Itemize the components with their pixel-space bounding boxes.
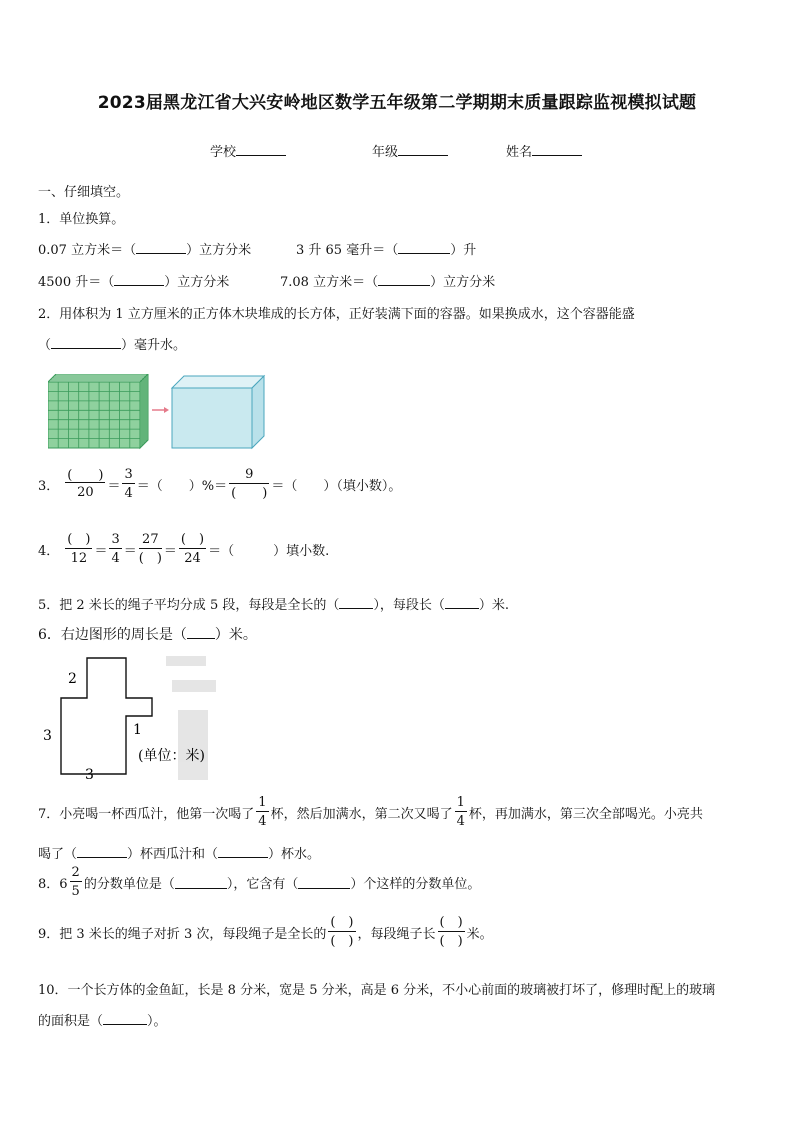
q4-fraction-3: $\frac{27}{( )}$ (138, 532, 162, 566)
q7-fraction-1 (256, 796, 268, 828)
q9-fraction-2[interactable]: $\frac{( )}{( )}$ (439, 915, 463, 949)
q1-b-left: 3 升 65 毫升＝（ (296, 243, 399, 258)
q3-fraction-1: $\frac{( )}{20}$ (67, 468, 104, 500)
q5-left: 5．把 2 米长的绳子平均分成 5 段，每段是全长的（ (38, 598, 340, 613)
section-heading: 一、仔细填空。 (38, 185, 130, 200)
q7-fraction-2 (455, 796, 467, 828)
q1-a-right: ）立方分米 (186, 243, 252, 258)
name-field (506, 141, 582, 160)
q1-d-right: ）立方分米 (430, 275, 496, 290)
q5-blank-2[interactable] (445, 596, 479, 609)
q8-blank-2[interactable] (298, 876, 350, 889)
q3-fraction-2 (122, 468, 134, 500)
q2-left: （ (38, 338, 52, 353)
q4-eq1: ＝ (94, 543, 108, 559)
q6-right: ）米。 (214, 627, 257, 643)
q2-line1: 2．用体积为 1 立方厘米的正方体木块堆成的长方体，正好装满下面的容器。如果换成水，这个容器能盛 (38, 307, 635, 322)
q7-p3: 杯，再加满水，第三次全部喝光。小亮共 (468, 806, 703, 822)
q9-p3: 米。 (466, 926, 493, 942)
q7-line1 (38, 796, 703, 828)
q2-figure (48, 374, 268, 450)
q4-fraction-1: $\frac{( )}{12}$ (67, 532, 91, 566)
arrow-icon (152, 407, 169, 413)
label-bottom: 3 (85, 767, 94, 783)
q1-label: 1．单位换算。 (38, 212, 125, 227)
q1-a (38, 239, 251, 258)
q8-den: 5 (71, 884, 80, 899)
label-top: 2 (68, 671, 77, 687)
q7-num2: 1 (456, 795, 465, 810)
q3-mid: ＝（ ）%＝ (136, 478, 228, 494)
grade-blank[interactable] (398, 143, 448, 156)
q3-eq1: ＝ (107, 478, 121, 494)
q8-p1: 的分数单位是（ (83, 876, 175, 892)
q1-c-left: 4500 升＝（ (38, 275, 115, 290)
q3-label: 3． (38, 478, 60, 494)
q10-right: ）。 (147, 1014, 167, 1029)
q6-figure (38, 650, 228, 790)
q4-eq3: ＝ (163, 543, 177, 559)
q2-blank[interactable] (51, 336, 121, 349)
q9-p1: 9．把 3 米长的绳子对折 3 次，每段绳子是全长的 (38, 926, 327, 942)
q7-den2: 4 (456, 814, 465, 829)
q8-num: 2 (71, 865, 80, 880)
q2-right: ）毫升水。 (121, 338, 187, 353)
q5-right: ）米. (478, 598, 509, 613)
name-blank[interactable] (532, 143, 582, 156)
page-title: 2023届黑龙江省大兴安岭地区数学五年级第二学期期末质量跟踪监视模拟试题 (97, 93, 697, 113)
q9 (38, 916, 493, 948)
q8 (38, 866, 480, 898)
q1-a-left: 0.07 立方米＝（ (38, 243, 137, 258)
label-right: 1 (133, 722, 142, 738)
q4-row (38, 533, 329, 565)
q4-num2: 3 (111, 532, 120, 547)
q3-row (38, 468, 401, 500)
school-label: 学校 (210, 145, 237, 160)
cube-grid (48, 374, 148, 448)
q7-line2-c: ）杯水。 (268, 847, 321, 862)
q4-fraction-2 (109, 533, 121, 565)
q8-label: 8．6 (38, 876, 68, 892)
q10-blank[interactable] (103, 1012, 147, 1025)
school-field (210, 141, 286, 160)
q5-blank-1[interactable] (339, 596, 373, 609)
q4-label: 4． (38, 543, 60, 559)
q1-d-left: 7.08 立方米＝（ (280, 275, 379, 290)
q3-num3: 9 (245, 467, 254, 482)
q8-p3: ）个这样的分数单位。 (350, 876, 481, 892)
q6-blank[interactable] (187, 626, 215, 639)
q7-line2-a: 喝了（ (38, 847, 78, 862)
q9-fraction-1[interactable]: $\frac{( )}{( )}$ (330, 915, 354, 949)
grade-label: 年级 (372, 145, 399, 160)
q7-line2 (38, 843, 320, 862)
q1-c-right: ）立方分米 (164, 275, 230, 290)
q4-den1: 12 (70, 551, 88, 566)
q10-left: 的面积是（ (38, 1014, 104, 1029)
q1-d (280, 271, 495, 290)
q3-den2: 4 (124, 486, 133, 501)
q1-c (38, 271, 229, 290)
q1-d-blank[interactable] (378, 273, 430, 286)
q1-c-blank[interactable] (114, 273, 164, 286)
q2-line2 (38, 334, 186, 353)
q4-den4: 24 (184, 551, 201, 566)
unit-label: (单位：米) (138, 748, 205, 764)
label-left: 3 (43, 728, 52, 744)
q1-a-blank[interactable] (136, 241, 186, 254)
q4-tail: ＝（ ）填小数. (208, 543, 330, 559)
q4-den2: 4 (111, 551, 120, 566)
q6-left: 6．右边图形的周长是（ (38, 627, 187, 643)
q10-line1: 10．一个长方体的金鱼缸，长是 8 分米，宽是 5 分米，高是 6 分米，不小心前面的玻璃被打坏了，修理时配上的玻璃 (38, 983, 716, 998)
q4-fraction-4: $\frac{( )}{24}$ (180, 532, 205, 566)
q3-fraction-3: $\frac{9}{( )}$ (229, 468, 269, 500)
q7-den1: 4 (258, 814, 267, 829)
q5 (38, 594, 509, 613)
grade-field (372, 141, 448, 160)
q9-p2: ，每段绳子长 (357, 926, 436, 942)
q7-blank-1[interactable] (77, 845, 127, 858)
q4-eq2: ＝ (123, 543, 137, 559)
q3-num2: 3 (124, 467, 133, 482)
q1-b-right: ）升 (450, 243, 477, 258)
q8-p2: ），它含有（ (226, 876, 299, 892)
q1-b (296, 239, 476, 258)
q7-line2-b: ）杯西瓜汁和（ (127, 847, 219, 862)
q5-mid: ），每段长（ (373, 598, 445, 613)
q8-blank-1[interactable] (175, 876, 227, 889)
q1-b-blank[interactable] (398, 241, 450, 254)
q3-den1: 20 (77, 485, 94, 500)
q7-p1: 7．小亮喝一杯西瓜汁，他第一次喝了 (38, 806, 255, 822)
q10-line2 (38, 1010, 167, 1029)
q7-num1: 1 (258, 795, 267, 810)
q4-num3: 27 (142, 532, 159, 547)
q8-fraction (70, 866, 82, 898)
q6 (38, 624, 257, 644)
q3-tail: ＝（ ）（填小数）。 (271, 478, 402, 494)
q7-p2: 杯，然后加满水，第二次又喝了 (270, 806, 453, 822)
q7-blank-2[interactable] (218, 845, 268, 858)
school-blank[interactable] (236, 143, 286, 156)
name-label: 姓名 (506, 145, 533, 160)
empty-container (172, 376, 264, 448)
